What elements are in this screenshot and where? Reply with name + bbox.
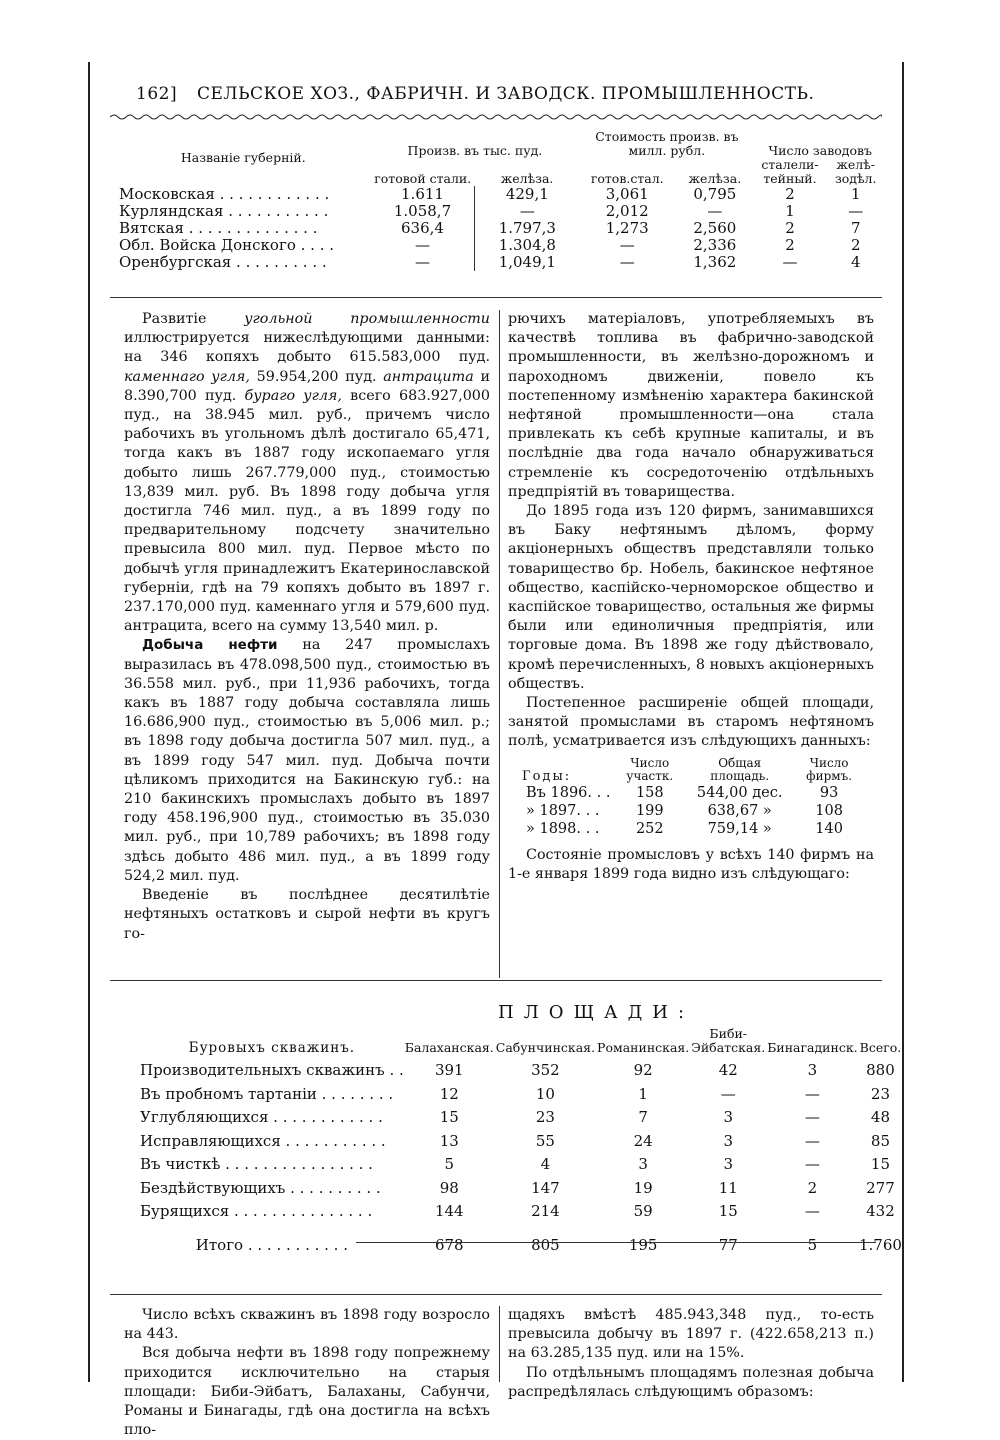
col-header-sabunchi: Сабунчинская. [495, 1040, 596, 1055]
cell: 10 [535, 1084, 555, 1103]
province-name: Московская . . . . . . . . . . . . [119, 185, 330, 203]
cell: — [619, 236, 635, 254]
cell: — [475, 203, 579, 220]
cell: — [804, 1131, 820, 1150]
cell: » 1897. . . [526, 802, 600, 819]
cell: 15 [870, 1155, 890, 1173]
cell: 352 [531, 1061, 560, 1079]
cell: — [414, 253, 430, 271]
cell: 1.611 [401, 185, 444, 203]
cell: 252 [635, 820, 664, 837]
col-header-area: Общая площадь. [710, 755, 770, 783]
divider [110, 297, 882, 298]
cell: 432 [866, 1202, 895, 1220]
bold-heading: Добыча нефти [142, 637, 278, 654]
left-column [124, 310, 490, 944]
cell: 3 [723, 1131, 733, 1150]
table-row [508, 820, 868, 838]
cell: 2,012 [605, 202, 649, 220]
table-row [116, 186, 886, 203]
col-header-cost-steel: готов.стал. [590, 171, 664, 186]
cell: — [804, 1084, 820, 1103]
row-label: Углубляющихся . . . . . . . . . . . . [140, 1108, 383, 1126]
cell: » 1898. . . [526, 820, 600, 837]
cell: 805 [531, 1235, 560, 1254]
cell: 11 [718, 1178, 738, 1197]
col-header-plots: Число участк. [626, 755, 674, 783]
emphasis: угольной промышленности [244, 311, 490, 327]
cell: 19 [633, 1178, 653, 1197]
col-header-firms: Число фирмъ. [806, 755, 853, 783]
cell: 15 [439, 1108, 459, 1126]
cell: 636,4 [401, 219, 444, 237]
wavy-rule [110, 112, 882, 122]
cell: 98 [439, 1178, 459, 1197]
row-label: Итого . . . . . . . . . . . [195, 1235, 348, 1254]
cell: — [619, 253, 635, 271]
row-label: Бездѣйствующихъ . . . . . . . . . . [140, 1178, 381, 1197]
text: на 247 промыслахъ выразилась въ 478.098,500 пуд., стоимостью въ 36.558 мил. руб., при 11,936 рабочихъ, тогда какъ въ 1887 году добыча составляла лишь 16.686,900 пуд., стоимостью въ 5,006 мил. р.; въ 1898 году добыча достигла 507 мил. пуд., а въ 1899 году 547 мил. пуд. Добыча почти цѣликомъ приходится на Бакинскую губ.: на 210 бакинскихъ промыслахъ добыто въ 1897 году 458.196,900 пуд., стоимостью въ 35.030 мил. руб., при 10,789 рабочихъ; въ 1898 году здѣсь добыто 486 мил. пуд., а въ 1899 году 524,2 мил. пуд. [124, 637, 490, 884]
cell: 195 [628, 1235, 658, 1254]
emphasis: бураго угля, [244, 387, 342, 404]
running-header [136, 84, 876, 104]
col-header-production: Произв. въ тыс. пуд. [407, 143, 543, 158]
cell: 2 [785, 236, 795, 254]
province-name: Оренбургская . . . . . . . . . . [119, 253, 327, 271]
cell: 12 [439, 1084, 459, 1103]
table-row [140, 1153, 902, 1177]
cell: 2 [785, 185, 795, 203]
cell: 2 [807, 1178, 818, 1197]
cell: — [804, 1108, 820, 1126]
column-divider [499, 1306, 500, 1382]
col-header-total: Всего. [859, 1040, 902, 1055]
text: иллюстрируется нижеслѣдующими данными: на 346 копяхъ добыто 615.583,000 пуд. [124, 330, 490, 366]
cell: 42 [718, 1061, 738, 1079]
col-header-years: Годы: [522, 768, 572, 784]
col-header-romany: Романинская. [597, 1040, 690, 1055]
steel-iron-table [116, 130, 886, 271]
cell: 1,049,1 [475, 254, 579, 271]
cell: — [782, 253, 798, 271]
cell: — [414, 236, 430, 254]
table-row [116, 237, 886, 254]
cell: 55 [535, 1131, 555, 1150]
paragraph: рючихъ матеріаловъ, употребляемыхъ въ качествѣ топлива въ фабрично-заводской промышленности, въ желѣзно-дорожномъ и пароходномъ движеніи, повело къ постепенному измѣненію характера бакинской нефтяной промышленности—она стала привлекать къ себѣ крупные капиталы, и въ послѣдніе два года начало обнаруживаться стремленіе къ сосредоточенію отдѣльныхъ предпріятій въ товарищества. [508, 311, 874, 500]
cell: 429,1 [475, 186, 579, 203]
col-header-steel: готовой стали. [374, 171, 472, 186]
cell: 3 [807, 1061, 818, 1079]
table-row [140, 1177, 902, 1201]
cell: 214 [531, 1202, 560, 1220]
row-label: Въ пробномъ тартаніи . . . . . . . . [140, 1084, 394, 1103]
text: всего 683.927,000 пуд., на 38.945 мил. руб., причемъ число рабочихъ въ угольномъ дѣлѣ достигало 65,471, тогда какъ въ 1887 году ископаемаго угля добыто лишь 267.779,000 пуд., стоимостью 13,839 мил. руб. Въ 1898 году добыча угля достигла 746 мил. пуд., а въ 1899 году по предварительному подсчету значительно превысила 800 мил. пуд. Первое мѣсто по добычѣ угля принадлежитъ Екатеринославской губерніи, гдѣ на 79 копяхъ добыто въ 1897 г. 237.170,000 пуд. каменнаго угля и 579,600 пуд. антрацита, всего на сумму 13,540 мил. р. [124, 387, 490, 635]
cell: 678 [434, 1235, 464, 1254]
col-header-province: Названіе губерній. [180, 150, 306, 165]
cell: 1 [850, 185, 861, 203]
years-table [508, 756, 868, 838]
col-header-bibi-eibat: Биби-Эйбатская. [691, 1026, 766, 1055]
cell: 108 [815, 802, 843, 819]
paragraph: Постепенное расширеніе общей площади, занятой промыслами въ старомъ нефтяномъ полѣ, усматривается изъ слѣдующихъ данныхъ: [508, 695, 874, 750]
cell: 13 [439, 1131, 459, 1150]
col-header-balakhany: Балаханская. [404, 1040, 494, 1055]
cell: 2,336 [693, 236, 737, 254]
cell: 15 [718, 1202, 738, 1220]
cell: 92 [633, 1061, 653, 1079]
text: 59.954,200 пуд. [249, 368, 384, 385]
divider [110, 980, 882, 981]
cell: 391 [434, 1061, 464, 1079]
text: и 8.390,700 пуд. [124, 368, 490, 404]
cell: 1.058,7 [393, 202, 452, 220]
page-number: 162] [136, 84, 178, 104]
cell: 85 [870, 1131, 890, 1150]
cell: 277 [866, 1178, 895, 1197]
table-row [140, 1059, 902, 1083]
table-row [508, 802, 868, 820]
right-column [508, 310, 874, 884]
col-header-iron: желѣза. [500, 171, 554, 186]
table-row [116, 254, 886, 271]
cell: 4 [540, 1155, 551, 1173]
cell: 1.797,3 [475, 220, 579, 237]
cell: 2 [785, 219, 795, 237]
paragraph: Вся добыча нефти въ 1898 году попрежнему приходится исключительно на старыя площади: Биби-Эйбатъ, Балаханы, Сабунчи, Романы и Бинагады, гдѣ она достигла на всѣхъ пло- [124, 1345, 490, 1439]
cell: — [804, 1202, 820, 1220]
cell: 0,795 [693, 185, 737, 203]
bottom-right-column [508, 1306, 874, 1402]
cell: — [804, 1155, 820, 1173]
cell: 544,00 дес. [696, 784, 783, 801]
paragraph: До 1895 года изъ 120 фирмъ, занимавшихся въ Баку нефтянымъ дѣломъ, форму акціонерныхъ обществъ представляли только товарищество бр. Нобель, бакинское нефтяное общество, каспійско-черноморское общество и каспійское товарищество, остальныя же фирмы были или единоличныя предпріятія, или торговые дома. Въ 1898 же году дѣйствовало, кромѣ перечисленныхъ, 8 новыхъ акціонерныхъ обществъ. [508, 503, 874, 692]
col-header-plants-iron: желѣ-зодѣл. [834, 157, 877, 186]
cell: 2 [850, 236, 861, 254]
header-title: СЕЛЬСКОЕ ХОЗ., ФАБРИЧН. И ЗАВОДСК. ПРОМЫШЛЕННОСТЬ. [197, 84, 815, 104]
row-label: Исправляющихся . . . . . . . . . . . [140, 1131, 386, 1150]
areas-title: ПЛОЩАДИ: [498, 1002, 695, 1023]
cell: 3 [723, 1155, 733, 1173]
cell: 1 [638, 1084, 648, 1103]
col-header-cost-iron: желѣза. [688, 171, 742, 186]
cell: 93 [819, 784, 839, 801]
paragraph: Состояніе промысловъ у всѣхъ 140 фирмъ на 1-е января 1899 года видно изъ слѣдующаго: [508, 846, 874, 882]
province-name: Вятская . . . . . . . . . . . . . . [119, 219, 318, 237]
paragraph: По отдѣльнымъ площадямъ полезная добыча распредѣлялась слѣдующимъ образомъ: [508, 1364, 874, 1400]
cell: 1 [785, 202, 795, 220]
paragraph: щадяхъ вмѣстѣ 485.943,348 пуд., то-есть превысила добычу въ 1897 г. (422.658,213 п.) на 63.285,135 пуд. или на 15%. [508, 1307, 874, 1362]
table-row [508, 784, 868, 802]
paragraph-coal [124, 310, 490, 636]
cell: 199 [635, 802, 664, 819]
column-divider [499, 310, 500, 978]
bottom-left-column [124, 1306, 490, 1440]
cell: 23 [535, 1108, 555, 1126]
row-label: Бурящихся . . . . . . . . . . . . . . . [140, 1202, 373, 1220]
table-row [116, 220, 886, 237]
paragraph-intro: Введеніе въ послѣднее десятилѣтіе нефтяныхъ остатковъ и сырой нефти въ кругъ го- [124, 887, 490, 942]
cell: 759,14 » [707, 820, 772, 837]
total-divider [356, 1242, 876, 1243]
text: Развитіе [142, 311, 245, 327]
divider [110, 1294, 882, 1295]
col-header-plants-steel: сталели-тейный. [761, 157, 819, 186]
province-name: Курляндская . . . . . . . . . . . [119, 202, 329, 220]
table-row [140, 1106, 902, 1130]
cell: 1,362 [693, 253, 737, 271]
cell: — [720, 1084, 736, 1103]
col-header-binagady: Бинагадинск. [767, 1040, 858, 1055]
cell: 3,061 [605, 185, 649, 203]
cell: 147 [531, 1178, 560, 1197]
province-name: Обл. Войска Донского . . . . [119, 236, 334, 254]
cell: 2,560 [693, 219, 737, 237]
paragraph: Число всѣхъ скважинъ въ 1898 году возросло на 443. [124, 1307, 490, 1343]
emphasis: антрацита [383, 368, 474, 385]
col-header-plants: Число заводовъ [768, 143, 872, 158]
cell: 1.760 [858, 1235, 902, 1254]
cell: — [707, 202, 723, 220]
emphasis: каменнаго угля, [124, 368, 250, 385]
table-row [116, 203, 886, 220]
cell: — [848, 202, 864, 220]
table-row [140, 1130, 902, 1154]
row-label: Производительныхъ скважинъ . . [140, 1061, 404, 1079]
cell: 48 [870, 1108, 890, 1126]
cell: 59 [633, 1202, 653, 1220]
cell: 3 [638, 1155, 648, 1173]
cell: 24 [633, 1131, 653, 1150]
page [88, 62, 904, 1439]
table-row [140, 1083, 902, 1107]
cell: 1,273 [605, 219, 649, 237]
paragraph-oil [124, 636, 490, 886]
table-row [140, 1200, 902, 1224]
total-row [140, 1224, 902, 1258]
row-label: Въ чисткѣ . . . . . . . . . . . . . . . . [140, 1155, 373, 1173]
cell: 140 [815, 820, 843, 837]
cell: 7 [638, 1108, 648, 1126]
cell: 4 [850, 253, 861, 271]
cell: Въ 1896. . . [526, 784, 611, 801]
wells-table [140, 1026, 902, 1257]
col-header-wells: Буровыхъ скважинъ. [188, 1040, 356, 1056]
cell: 5 [444, 1155, 455, 1173]
col-header-cost: Стоимость произв. въ милл. рубл. [595, 129, 739, 158]
cell: 158 [635, 784, 664, 801]
cell: 3 [723, 1108, 733, 1126]
cell: 1.304,8 [475, 237, 579, 254]
cell: 144 [434, 1202, 464, 1220]
cell: 5 [807, 1235, 818, 1254]
cell: 638,67 » [707, 802, 772, 819]
cell: 7 [850, 219, 861, 237]
cell: 23 [870, 1084, 890, 1103]
cell: 77 [718, 1235, 738, 1254]
cell: 880 [866, 1061, 895, 1079]
